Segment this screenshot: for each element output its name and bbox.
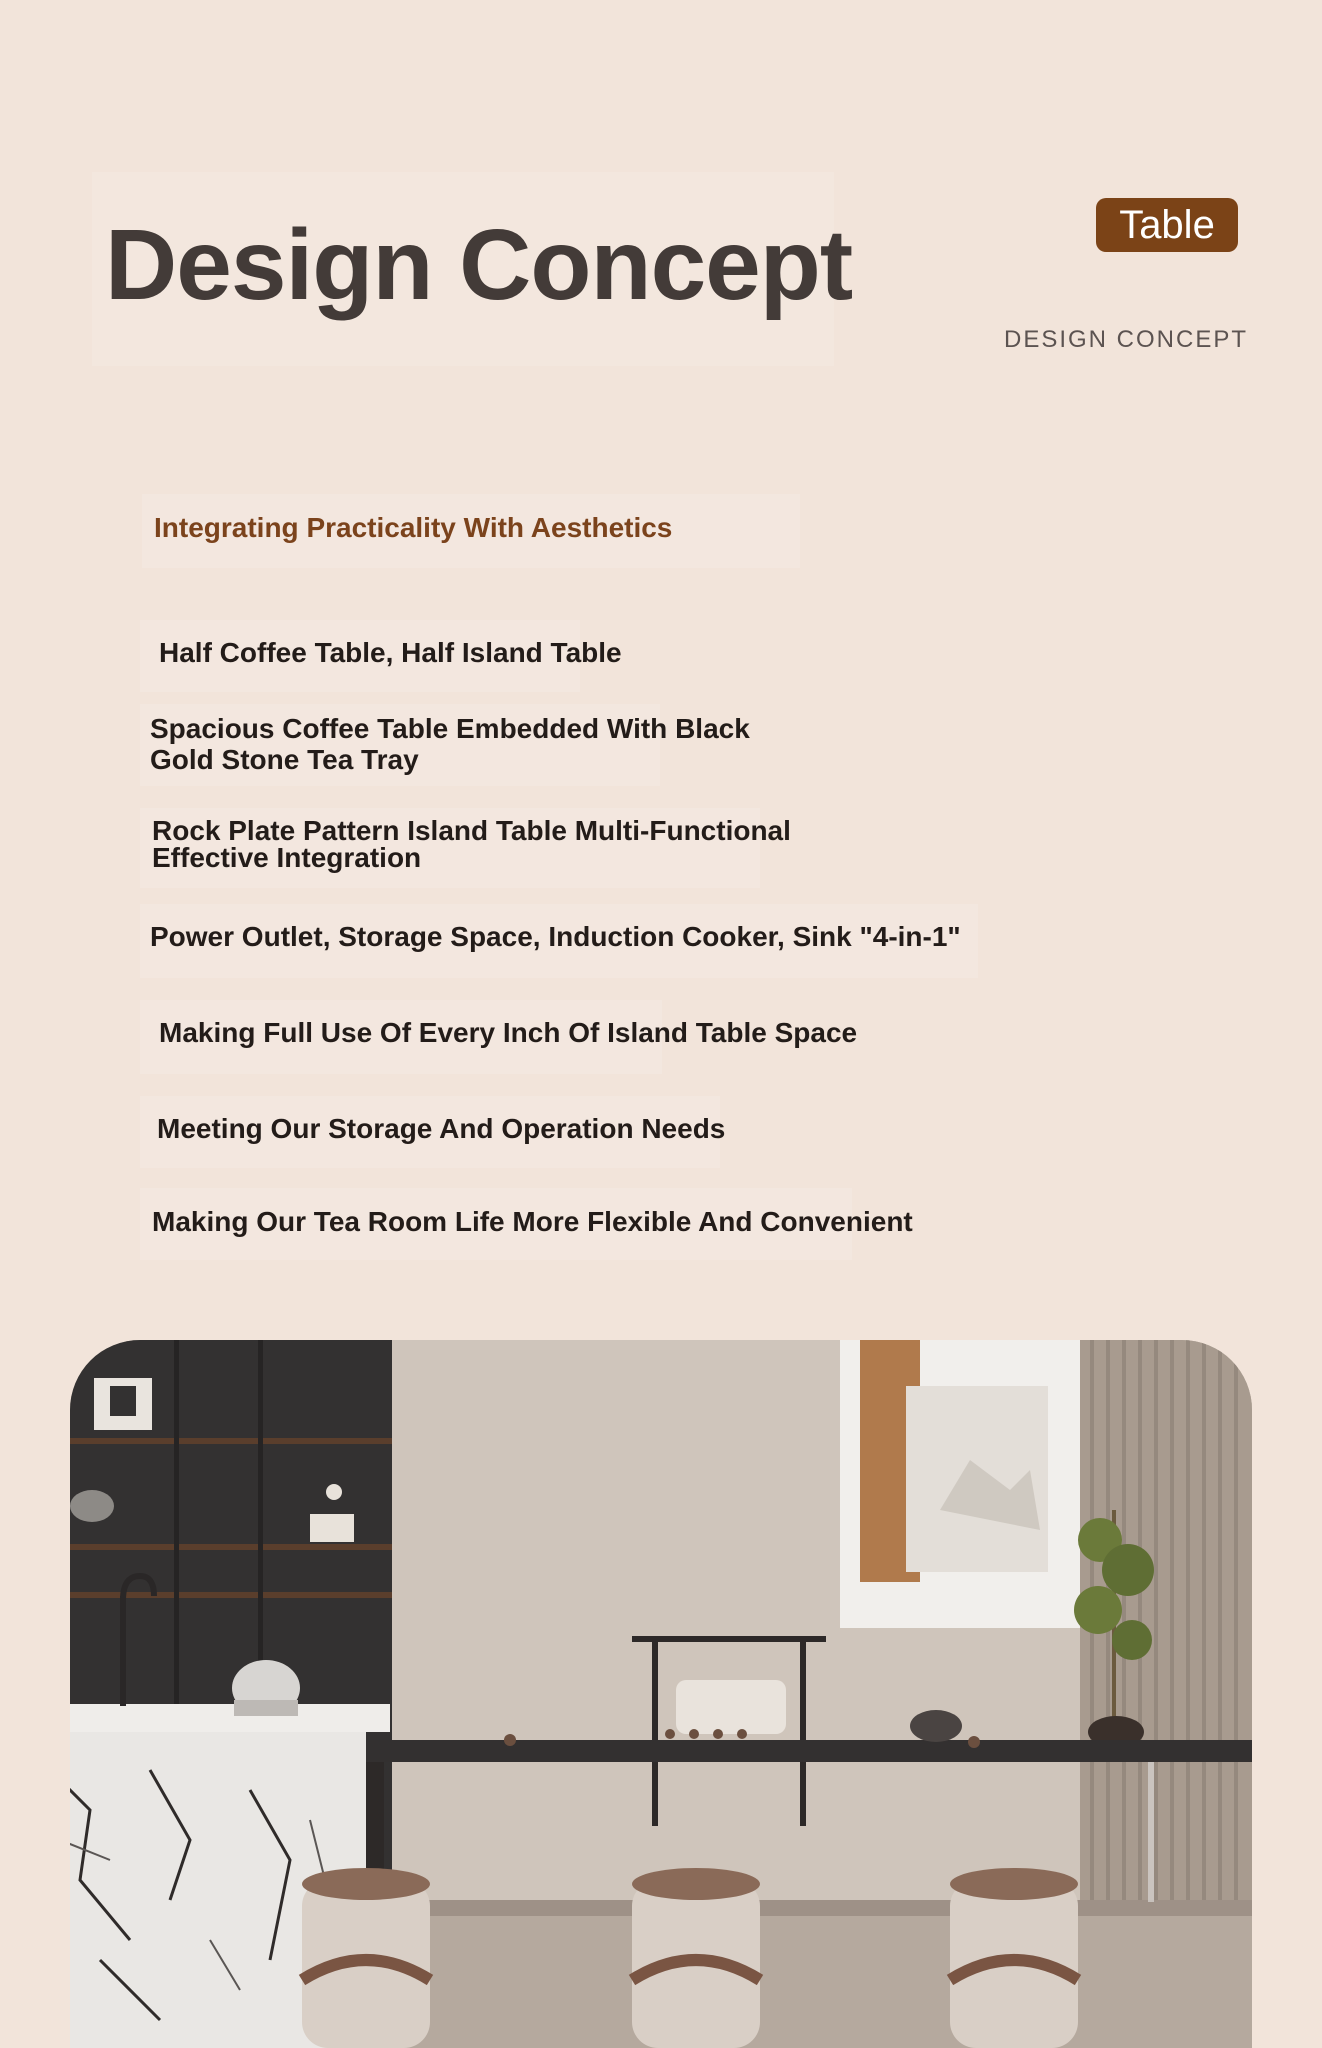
page-subtitle: DESIGN CONCEPT (1004, 326, 1249, 353)
feature-item: Making Our Tea Room Life More Flexible And Convenient (152, 1206, 913, 1237)
feature-item: Power Outlet, Storage Space, Induction Cooker, Sink "4-in-1" (150, 921, 961, 952)
page-title: Design Concept (105, 209, 853, 321)
category-badge: Table (1096, 198, 1238, 252)
feature-item: Half Coffee Table, Half Island Table (159, 637, 622, 668)
feature-item: Meeting Our Storage And Operation Needs (157, 1113, 726, 1144)
feature-item: Making Full Use Of Every Inch Of Island Table Space (159, 1017, 858, 1048)
tea-room-illustration (70, 1340, 1252, 2048)
feature-item: Rock Plate Pattern Island Table Multi-Functional Effective Integration (152, 815, 791, 873)
tagline: Integrating Practicality With Aesthetics (154, 512, 673, 543)
feature-item: Spacious Coffee Table Embedded With Black Gold Stone Tea Tray (150, 713, 750, 775)
tea-room-photo (70, 1340, 1252, 2048)
